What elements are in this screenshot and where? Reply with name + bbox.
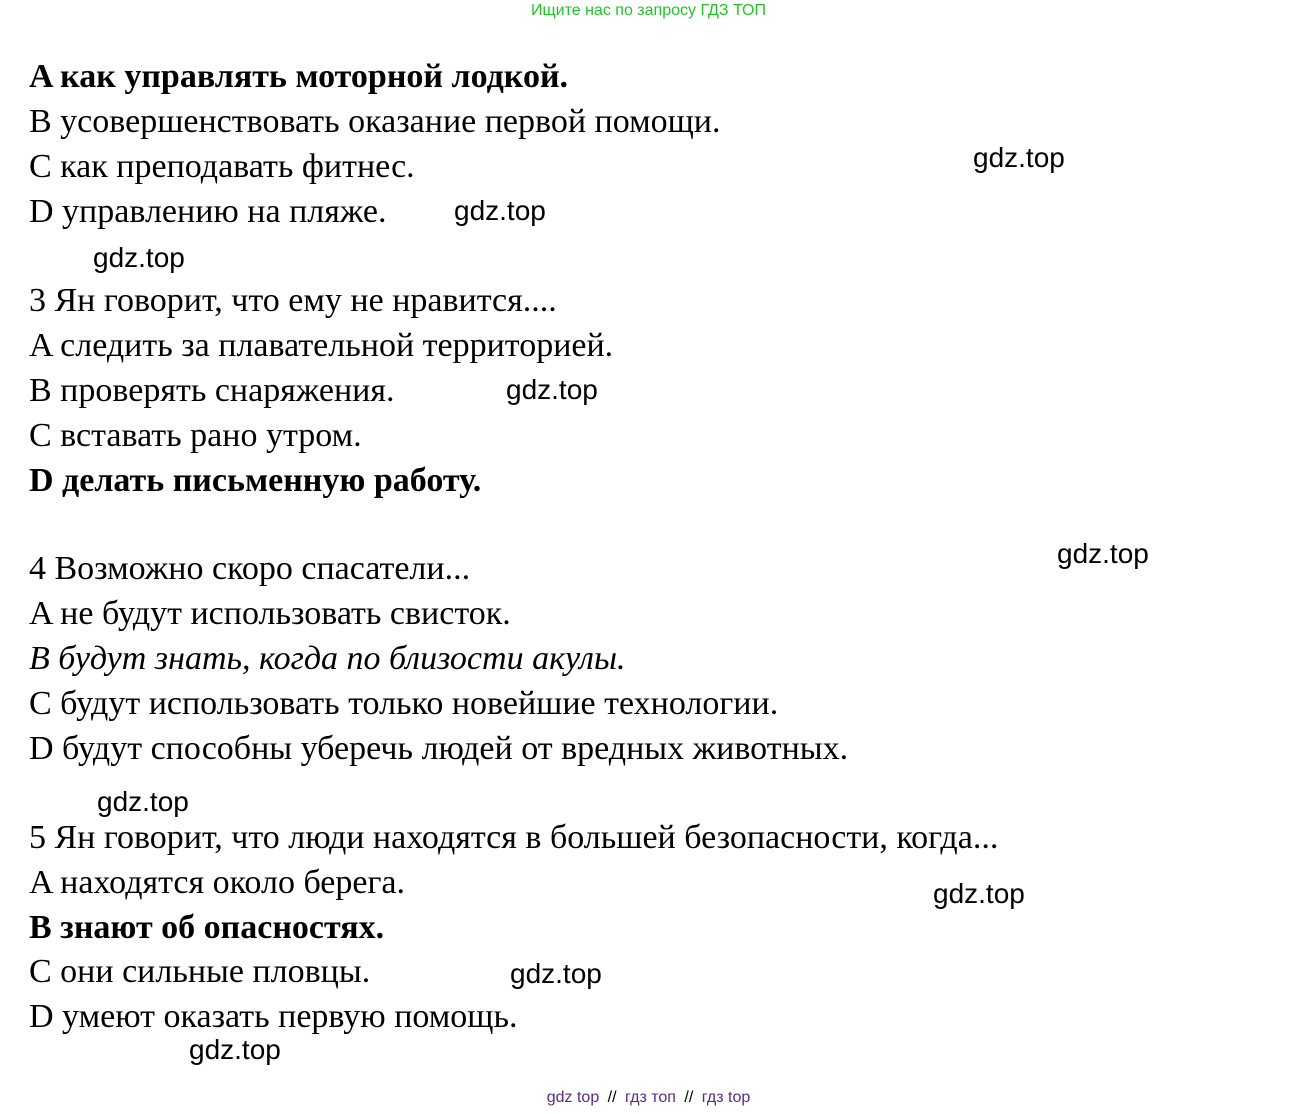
question-line: 4 Возможно скоро спасатели... bbox=[29, 550, 471, 587]
footer-link-gdz-top-ru[interactable]: гдз топ bbox=[625, 1089, 676, 1106]
answer-line: A следить за плавательной территорией. bbox=[29, 327, 614, 364]
answer-line: A не будут использовать свисток. bbox=[29, 595, 511, 632]
answer-line: A находятся около берега. bbox=[29, 864, 406, 901]
answer-line: C как преподавать фитнес. bbox=[29, 148, 415, 185]
answer-line: D делать письменную работу. bbox=[29, 462, 482, 499]
footer-link-gdz-top[interactable]: gdz top bbox=[546, 1089, 600, 1106]
answer-line: D управлению на пляже. bbox=[29, 193, 387, 230]
answer-line: C будут использовать только новейшие технологии. bbox=[29, 685, 779, 722]
watermark: gdz.top bbox=[973, 142, 1065, 173]
footer-separator: // bbox=[607, 1089, 617, 1106]
question-line: 3 Ян говорит, что ему не нравится.... bbox=[29, 282, 557, 319]
answer-line: C они сильные пловцы. bbox=[29, 953, 371, 990]
watermark: gdz.top bbox=[506, 374, 598, 405]
watermark: gdz.top bbox=[189, 1034, 281, 1065]
watermark: gdz.top bbox=[93, 242, 185, 273]
answer-line: A как управлять моторной лодкой. bbox=[29, 58, 569, 95]
answer-line: D будут способны уберечь людей от вредных животных. bbox=[29, 730, 849, 767]
top-banner: Ищите нас по запросу ГДЗ ТОП bbox=[531, 2, 766, 19]
footer-link-gdz-top-mixed[interactable]: гдз top bbox=[701, 1089, 751, 1106]
watermark: gdz.top bbox=[933, 878, 1025, 909]
footer-separator: // bbox=[684, 1089, 694, 1106]
watermark: gdz.top bbox=[1057, 538, 1149, 569]
question-line: 5 Ян говорит, что люди находятся в большей безопасности, когда... bbox=[29, 819, 999, 856]
watermark: gdz.top bbox=[97, 786, 189, 817]
answer-line: B будут знать, когда по близости акулы. bbox=[29, 640, 626, 677]
answer-line: B проверять снаряжения. bbox=[29, 372, 395, 409]
footer-links bbox=[0, 1089, 1297, 1107]
answer-line: B знают об опасностях. bbox=[29, 909, 385, 946]
answer-line: C вставать рано утром. bbox=[29, 417, 362, 454]
answer-line: B усовершенствовать оказание первой помощи. bbox=[29, 103, 721, 140]
watermark: gdz.top bbox=[454, 195, 546, 226]
answer-line: D умеют оказать первую помощь. bbox=[29, 998, 518, 1035]
watermark: gdz.top bbox=[510, 958, 602, 989]
